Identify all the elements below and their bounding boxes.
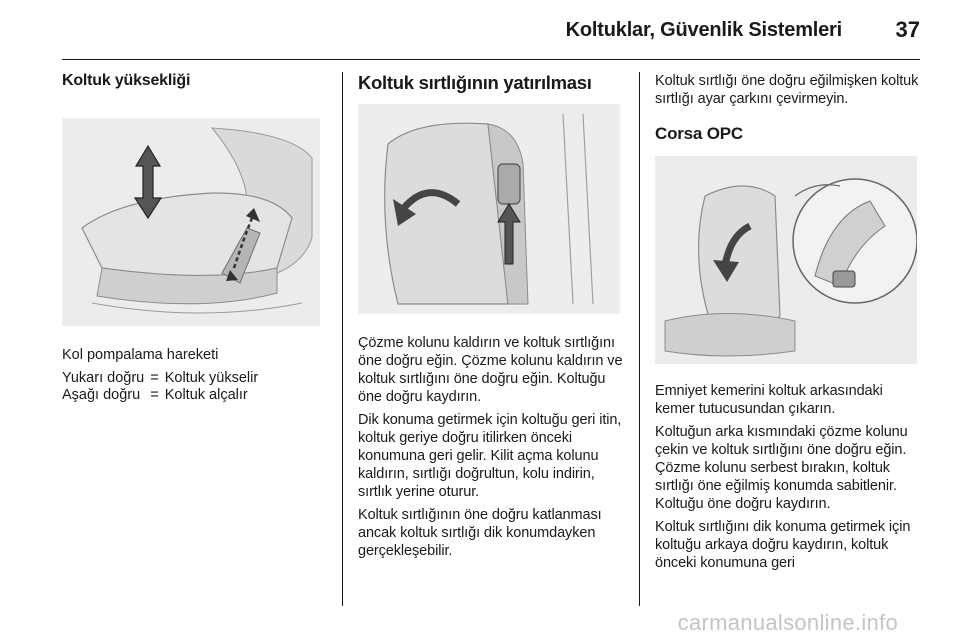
watermark: carmanualsonline.info	[677, 610, 898, 635]
paragraph: Çözme kolunu kaldırın ve koltuk sırtlığını öne doğru eğin. Çözme kolunu kaldırın ve koltuk sırtlığını öne doğru eğin. Koltuğu öne doğru kaydırın.	[358, 335, 623, 405]
backrest-fold-heading: Koltuk sırtlığının yatırılması	[358, 72, 592, 93]
corsa-opc-text	[655, 382, 925, 572]
backrest-fold-illustration	[358, 104, 620, 314]
table-row	[62, 387, 258, 404]
column-corsa-opc	[655, 72, 925, 577]
row-result: Koltuk yükselir	[164, 370, 259, 386]
column-backrest-fold	[358, 72, 628, 565]
row-result: Koltuk alçalır	[164, 387, 248, 403]
row-direction: Yukarı doğru	[62, 370, 145, 386]
paragraph: Emniyet kemerini koltuk arkasındaki kemer tutucusundan çıkarın.	[655, 383, 883, 417]
column-divider-2	[639, 72, 640, 606]
paragraph: Dik konuma getirmek için koltuğu geri itin, koltuk geriye doğru itilirken önceki konumuna geri gelir. Kilit açma kolunu kaldırın, sırtlığı doğrultun, kolu indirin, sırtlık yerine oturur.	[358, 412, 622, 500]
row-direction: Aşağı doğru	[62, 387, 141, 403]
page-header-title: Koltuklar, Güvenlik Sistemleri	[565, 19, 842, 41]
corsa-opc-illustration	[655, 156, 917, 364]
seat-height-illustration	[62, 118, 320, 326]
header-rule	[62, 59, 920, 60]
column-seat-height	[62, 72, 330, 404]
paragraph: Koltuğun arka kısmındaki çözme kolunu çekin ve koltuk sırtlığını öne doğru eğin. Çözme kolunu serbest bırakın, koltuk sırtlığı öne eğilmiş konumda sabitlenir. Koltuğu öne doğru kaydırın.	[655, 424, 908, 512]
column-divider-1	[342, 72, 343, 606]
row-equals: =	[150, 387, 159, 403]
paragraph: Koltuk sırtlığının öne doğru katlanması ancak koltuk sırtlığı dik konumdayken gerçekleşebilir.	[358, 507, 602, 559]
pump-table	[62, 370, 258, 404]
corsa-opc-heading: Corsa OPC	[655, 124, 743, 143]
row-equals: =	[150, 370, 159, 386]
paragraph: Koltuk sırtlığını dik konuma getirmek için koltuğu arkaya doğru kaydırın, koltuk önceki konumuna geri	[655, 519, 911, 571]
pump-caption: Kol pompalama hareketi	[62, 347, 219, 363]
page-number: 37	[895, 17, 920, 42]
table-row	[62, 370, 258, 387]
backrest-fold-text	[358, 334, 628, 560]
intro-paragraph: Koltuk sırtlığı öne doğru eğilmişken koltuk sırtlığı ayar çarkını çevirmeyin.	[655, 73, 919, 107]
seat-height-heading: Koltuk yüksekliği	[62, 72, 191, 89]
